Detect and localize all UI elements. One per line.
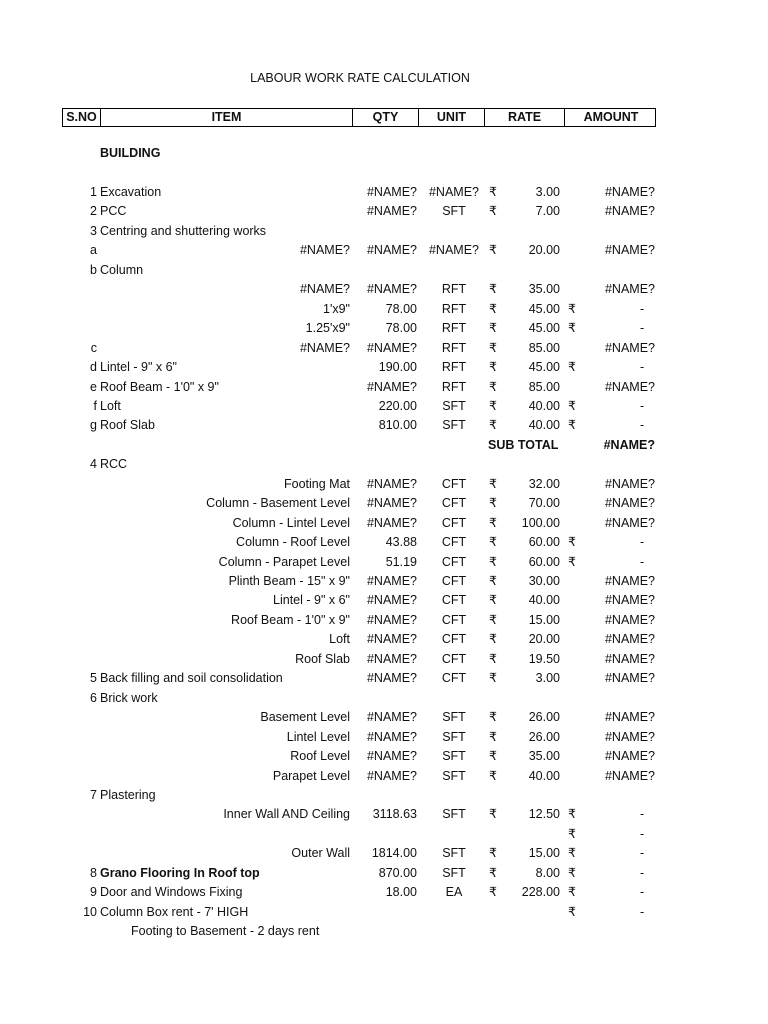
row-number: 3 [90,223,97,238]
sub-item-label: Loft [329,632,350,647]
row-number: a [90,243,97,258]
rate-cell: 32.00 [528,476,560,491]
unit-cell: CFT [441,476,467,491]
qty-cell: #NAME? [366,671,417,686]
qty-cell: 43.88 [385,535,417,550]
sub-item-label: Inner Wall AND Ceiling [223,807,350,822]
rupee-symbol: ₹ [489,749,497,764]
sub-item-label: Roof Level [290,749,350,764]
sub-item-label: Roof Slab [295,651,350,666]
rate-cell: 45.00 [528,360,560,375]
unit-cell: EA [445,885,463,900]
amount-cell: #NAME? [604,612,655,627]
sub-item-label: 1.25'x9" [305,321,350,336]
rate-cell: 35.00 [528,749,560,764]
sub-item-label: Column - Lintel Level [232,515,350,530]
rate-cell: 19.50 [528,651,560,666]
rupee-symbol: ₹ [568,826,576,841]
amount-cell: - [640,865,645,880]
sub-item-label: Outer Wall [291,846,350,861]
sub-item-label: Lintel - 9" x 6" [273,593,350,608]
sub-item-label: Parapet Level [272,768,350,783]
amount-cell: - [640,554,645,569]
unit-cell: CFT [441,574,467,588]
unit-cell: CFT [441,535,467,550]
item-label: Plastering [100,787,156,802]
rupee-symbol: ₹ [489,204,497,219]
unit-cell: #NAME? [428,243,480,258]
rupee-symbol: ₹ [489,360,497,375]
unit-cell: CFT [441,496,467,511]
rupee-symbol: ₹ [489,846,497,861]
unit-cell: CFT [441,612,467,627]
unit-cell: CFT [441,671,467,686]
unit-cell: RFT [441,340,467,355]
rupee-symbol: ₹ [568,885,576,900]
unit-cell: CFT [441,651,467,666]
rate-cell: 12.50 [528,807,560,822]
amount-cell: - [640,360,645,375]
rate-cell: 3.00 [535,185,560,199]
item-label: Back filling and soil consolidation [100,671,283,686]
rate-cell: 40.00 [528,418,560,433]
rate-cell: 20.00 [528,243,560,258]
rupee-symbol: ₹ [568,321,576,336]
qty-cell: 3118.63 [372,807,417,822]
rate-cell: 15.00 [528,612,560,627]
sub-item-label: Column - Parapet Level [218,554,350,569]
amount-cell: #NAME? [604,515,655,530]
section-title: BUILDING [100,146,161,160]
unit-cell: SFT [442,398,466,413]
rupee-symbol: ₹ [568,904,576,919]
amount-cell: - [640,535,645,550]
rupee-symbol: ₹ [568,807,576,822]
sub-item-label: Footing Mat [283,476,350,491]
header-unit: UNIT [418,109,484,126]
amount-cell: #NAME? [604,710,655,725]
item-label: Door and Windows Fixing [100,885,243,900]
qty-cell: #NAME? [366,340,417,355]
rupee-symbol: ₹ [489,476,497,491]
row-number: 7 [90,787,97,802]
rupee-symbol: ₹ [489,185,497,199]
item-label: PCC [100,204,127,219]
qty-cell: #NAME? [366,204,417,219]
subtotal-label: SUB TOTAL [488,437,559,452]
amount-cell: #NAME? [604,671,655,686]
rupee-symbol: ₹ [489,496,497,511]
sub-item-label: 1'x9" [323,301,350,316]
qty-cell: #NAME? [366,574,417,588]
rupee-symbol: ₹ [568,865,576,880]
rupee-symbol: ₹ [568,418,576,433]
rate-cell: 8.00 [535,865,560,880]
unit-cell: SFT [442,204,466,219]
sub-item-label: #NAME? [299,243,350,258]
sub-item-label: Column - Roof Level [236,535,350,550]
row-number: 2 [90,204,97,219]
amount-cell: - [640,904,645,919]
rate-cell: 26.00 [528,729,560,744]
rupee-symbol: ₹ [489,885,497,900]
rate-cell: 40.00 [528,593,560,608]
qty-cell: #NAME? [366,651,417,666]
qty-cell: #NAME? [366,185,417,199]
item-label: Lintel - 9" x 6" [100,360,177,375]
rate-cell: 35.00 [528,282,560,297]
row-number: 4 [90,457,97,472]
rupee-symbol: ₹ [568,846,576,861]
unit-cell: SFT [442,846,466,861]
qty-cell: 870.00 [378,865,417,880]
amount-cell: - [640,321,645,336]
rate-cell: 7.00 [535,204,560,219]
rate-cell: 228.00 [521,885,560,900]
qty-cell: 190.00 [378,360,417,375]
rupee-symbol: ₹ [489,865,497,880]
note-label: Footing to Basement - 2 days rent [131,924,320,939]
qty-cell: #NAME? [366,612,417,627]
amount-cell: #NAME? [604,243,655,258]
unit-cell: CFT [441,593,467,608]
rate-cell: 60.00 [528,535,560,550]
unit-cell: RFT [441,301,467,316]
sub-item-label: Basement Level [260,710,350,725]
rupee-symbol: ₹ [489,729,497,744]
rate-cell: 40.00 [528,398,560,413]
unit-cell: SFT [442,418,466,433]
rupee-symbol: ₹ [489,593,497,608]
item-label: Centring and shuttering works [100,223,267,238]
rate-cell: 85.00 [528,340,560,355]
row-number: 9 [90,885,97,900]
amount-cell: - [640,826,645,841]
rupee-symbol: ₹ [489,651,497,666]
rupee-symbol: ₹ [568,360,576,375]
qty-cell: 78.00 [385,321,417,336]
rupee-symbol: ₹ [489,574,497,588]
amount-cell: - [640,846,645,861]
amount-cell: #NAME? [604,496,655,511]
rupee-symbol: ₹ [489,418,497,433]
unit-cell: RFT [441,282,467,297]
rupee-symbol: ₹ [489,807,497,822]
rupee-symbol: ₹ [489,515,497,530]
rate-cell: 40.00 [528,768,560,783]
unit-cell: CFT [441,632,467,647]
rate-cell: 15.00 [528,846,560,861]
amount-cell: #NAME? [604,476,655,491]
unit-cell: SFT [442,768,466,783]
amount-cell: #NAME? [604,185,655,199]
unit-cell: #NAME? [428,185,480,199]
rate-cell: 60.00 [528,554,560,569]
rupee-symbol: ₹ [489,710,497,725]
amount-cell: - [640,885,645,900]
amount-cell: #NAME? [604,729,655,744]
unit-cell: SFT [442,807,466,822]
rupee-symbol: ₹ [489,632,497,647]
amount-cell: #NAME? [604,340,655,355]
rupee-symbol: ₹ [489,243,497,258]
rate-cell: 26.00 [528,710,560,725]
sub-item-label: Plinth Beam - 15" x 9" [228,574,350,588]
qty-cell: 51.19 [385,554,417,569]
amount-cell: #NAME? [603,437,655,452]
qty-cell: #NAME? [366,496,417,511]
rate-cell: 85.00 [528,379,560,394]
rate-cell: 20.00 [528,632,560,647]
row-number: g [90,418,97,433]
row-number: 8 [90,865,97,880]
row-number: f [93,398,97,413]
qty-cell: 18.00 [385,885,417,900]
item-label: RCC [100,457,128,472]
rupee-symbol: ₹ [568,554,576,569]
row-number: c [90,340,97,355]
unit-cell: RFT [441,360,467,375]
qty-cell: #NAME? [366,476,417,491]
qty-cell: 810.00 [378,418,417,433]
rupee-symbol: ₹ [489,554,497,569]
item-label: Loft [100,398,121,413]
qty-cell: #NAME? [366,379,417,394]
amount-cell: #NAME? [604,593,655,608]
amount-cell: #NAME? [604,282,655,297]
qty-cell: 1814.00 [371,846,417,861]
amount-cell: - [640,418,645,433]
qty-cell: #NAME? [366,632,417,647]
rate-cell: 100.00 [521,515,560,530]
amount-cell: #NAME? [604,768,655,783]
item-label: Column [100,262,144,277]
header-item: ITEM [100,109,352,126]
rupee-symbol: ₹ [489,768,497,783]
item-label: Brick work [100,690,158,705]
qty-cell: #NAME? [366,282,417,297]
qty-cell: #NAME? [366,710,417,725]
qty-cell: #NAME? [366,768,417,783]
unit-cell: RFT [441,379,467,394]
item-label: Roof Slab [100,418,155,433]
header-sno: S.NO [66,110,97,124]
rate-cell: 70.00 [528,496,560,511]
rate-cell: 45.00 [528,321,560,336]
amount-cell: - [640,807,645,822]
unit-cell: SFT [442,865,466,880]
unit-cell: SFT [442,710,466,725]
rupee-symbol: ₹ [489,535,497,550]
table-header [62,108,656,127]
rupee-symbol: ₹ [568,398,576,413]
qty-cell: #NAME? [366,593,417,608]
qty-cell: 220.00 [378,398,417,413]
amount-cell: #NAME? [604,204,655,219]
amount-cell: - [640,301,645,316]
unit-cell: CFT [441,554,467,569]
amount-cell: #NAME? [604,632,655,647]
rupee-symbol: ₹ [489,282,497,297]
amount-cell: #NAME? [604,574,655,588]
sub-item-label: Lintel Level [286,729,350,744]
item-label: Column Box rent - 7' HIGH [100,904,249,919]
unit-cell: RFT [441,321,467,336]
rate-cell: 45.00 [528,301,560,316]
qty-cell: 78.00 [385,301,417,316]
unit-cell: CFT [441,515,467,530]
rupee-symbol: ₹ [489,612,497,627]
item-label: Excavation [100,185,162,199]
unit-cell: SFT [442,729,466,744]
rupee-symbol: ₹ [489,301,497,316]
row-number: d [90,360,97,375]
rupee-symbol: ₹ [489,671,497,686]
item-label: Roof Beam - 1'0" x 9" [100,379,219,394]
qty-cell: #NAME? [366,243,417,258]
rupee-symbol: ₹ [489,340,497,355]
rupee-symbol: ₹ [489,379,497,394]
row-number: 1 [90,185,97,199]
row-number: e [90,379,97,394]
header-rate: RATE [484,109,564,126]
qty-cell: #NAME? [366,749,417,764]
qty-cell: #NAME? [366,515,417,530]
rate-cell: 30.00 [528,574,560,588]
row-number: 5 [90,671,97,686]
sub-item-label: #NAME? [299,282,350,297]
row-number: 6 [90,690,97,705]
amount-cell: #NAME? [604,379,655,394]
sub-item-label: Column - Basement Level [206,496,350,511]
rate-cell: 3.00 [535,671,560,686]
rupee-symbol: ₹ [568,535,576,550]
item-label: Grano Flooring In Roof top [100,865,260,880]
rupee-symbol: ₹ [568,301,576,316]
rupee-symbol: ₹ [489,321,497,336]
sub-item-label: Roof Beam - 1'0" x 9" [231,612,350,627]
row-number: 10 [83,904,97,919]
qty-cell: #NAME? [366,729,417,744]
amount-cell: #NAME? [604,749,655,764]
header-qty: QTY [352,109,418,126]
row-number: b [90,262,97,277]
unit-cell: SFT [442,749,466,764]
header-amount: AMOUNT [564,109,657,126]
sub-item-label: #NAME? [299,340,350,355]
sheet-title: LABOUR WORK RATE CALCULATION [250,71,470,85]
rupee-symbol: ₹ [489,398,497,413]
amount-cell: - [640,398,645,413]
amount-cell: #NAME? [604,651,655,666]
